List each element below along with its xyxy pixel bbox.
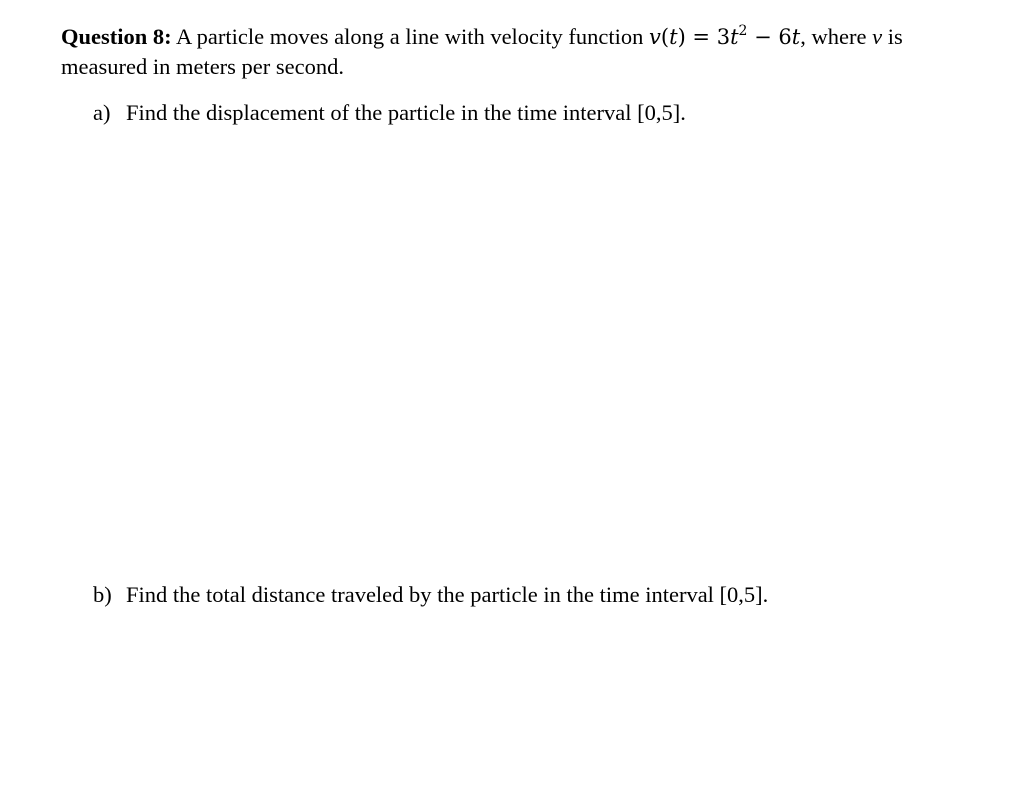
question-text-where: , where — [800, 24, 873, 49]
math-coefficient-6: 6 — [778, 25, 792, 49]
part-b-text: Find the total distance traveled by the particle in the time interval [0,5]. — [126, 582, 769, 607]
math-t-squared-base: t — [730, 25, 739, 49]
part-b — [93, 580, 768, 610]
part-b-marker: b) — [93, 582, 112, 607]
question-statement — [61, 22, 961, 82]
math-minus: − — [747, 25, 779, 49]
math-close-equals: ) = — [677, 25, 717, 49]
math-t-linear: t — [791, 25, 801, 49]
math-v: v — [649, 25, 661, 49]
math-exponent: 2 — [738, 23, 748, 39]
math-coefficient-3: 3 — [716, 25, 731, 49]
part-a — [93, 98, 686, 128]
question-label: Question 8: — [61, 24, 172, 49]
question-text-units: is measured in meters per second. — [61, 24, 903, 79]
velocity-function-formula — [649, 25, 800, 49]
variable-v: v — [872, 24, 883, 49]
question-text-intro: A particle moves along a line with velocity function — [171, 24, 650, 49]
part-a-text: Find the displacement of the particle in the time interval [0,5]. — [126, 100, 686, 125]
math-t: t — [669, 25, 678, 49]
math-open-paren: ( — [660, 25, 670, 49]
part-a-marker: a) — [93, 100, 111, 125]
